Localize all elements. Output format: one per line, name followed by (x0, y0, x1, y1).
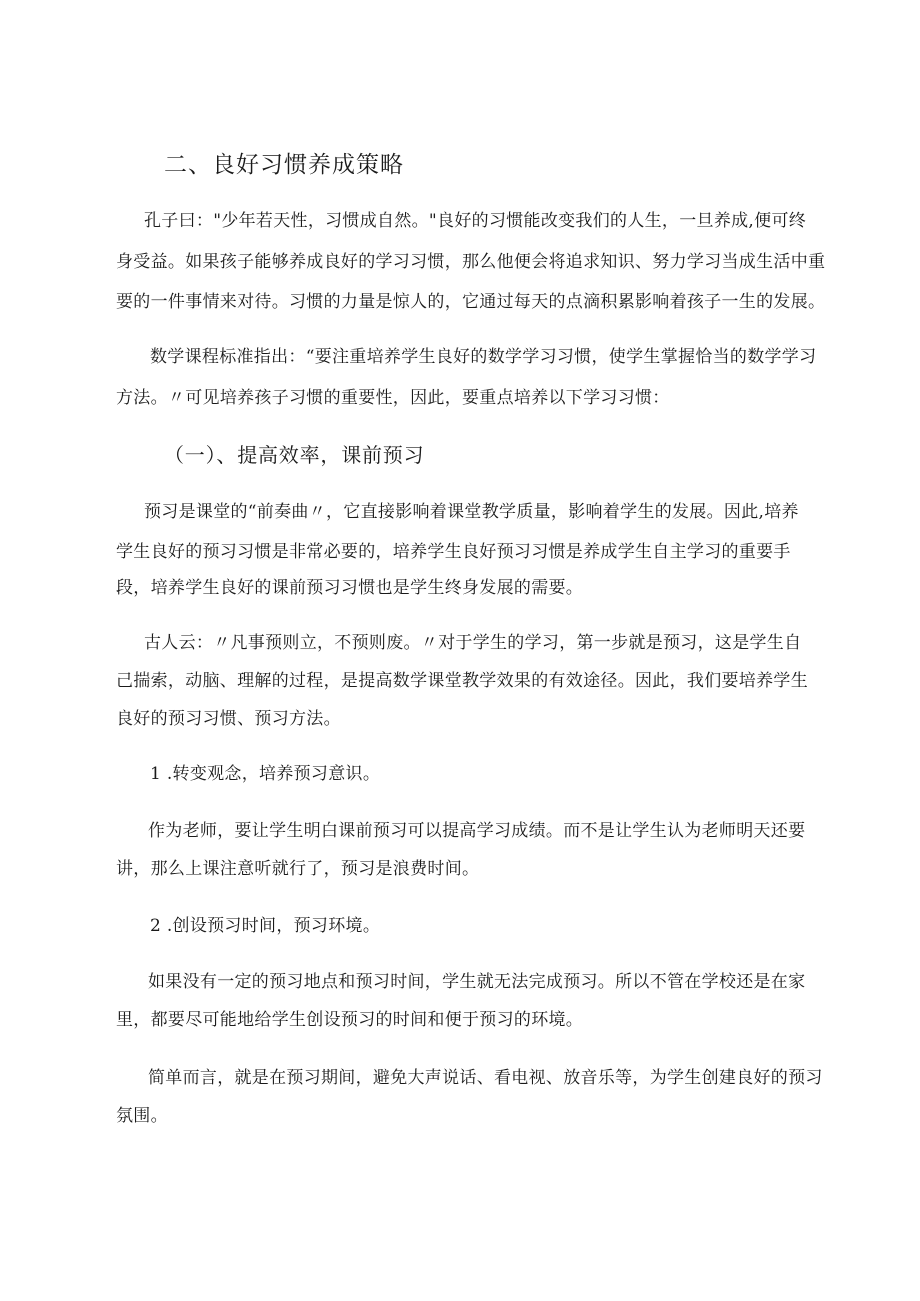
paragraph-line: 数学课程标准指出：“要注重培养学生良好的数学学习习惯，使学生掌握恰当的数学学习 (150, 347, 817, 367)
paragraph-line: 良好的预习习惯、预习方法。 (116, 709, 341, 729)
paragraph-line: 里，都要尽可能地给学生创设预习的时间和便于预习的环境。 (116, 1010, 584, 1030)
paragraph-line: 古人云：〃凡事预则立，不预则废。〃对于学生的学习，第一步就是预习，这是学生自 (144, 633, 802, 653)
paragraph-line: 段，培养学生良好的课前预习习惯也是学生终身发展的需要。 (116, 578, 584, 598)
paragraph-line: 方法。〃可见培养孩子习惯的重要性，因此，要重点培养以下学习习惯： (116, 388, 670, 408)
section-heading: 二、良好习惯养成策略 (164, 152, 404, 178)
paragraph-line: 氛围。 (116, 1106, 168, 1126)
subsection-heading: （一）、提高效率，课前预习 (164, 443, 425, 467)
paragraph-line: 孔子曰："少年若天性，习惯成自然。"良好的习惯能改变我们的人生，一旦养成,便可终 (144, 211, 807, 231)
list-item-1: 1 .转变观念，培养预习意识。 (150, 764, 381, 784)
list-item-2: 2 .创设预习时间，预习环境。 (150, 916, 381, 936)
paragraph-line: 如果没有一定的预习地点和预习时间，学生就无法完成预习。所以不管在学校还是在家 (148, 972, 806, 992)
paragraph-line: 身受益。如果孩子能够养成良好的学习习惯，那么他便会将追求知识、努力学习当成生活中重 (116, 252, 826, 272)
paragraph-line: 己揣索，动脑、理解的过程，是提高数学课堂教学效果的有效途径。因此，我们要培养学生 (116, 671, 808, 691)
paragraph-line: 讲，那么上课注意听就行了，预习是浪费时间。 (116, 859, 480, 879)
paragraph-line: 作为老师，要让学生明白课前预习可以提高学习成绩。而不是让学生认为老师明天还要 (148, 821, 806, 841)
paragraph-line: 预习是课堂的“前奏曲〃，它直接影响着课堂教学质量，影响着学生的发展。因此,培养 (144, 502, 799, 522)
paragraph-line: 要的一件事情来对待。习惯的力量是惊人的，它通过每天的点滴积累影响着孩子一生的发展。 (116, 292, 826, 312)
paragraph-line: 简单而言，就是在预习期间，避免大声说话、看电视、放音乐等，为学生创建良好的预习 (148, 1068, 823, 1088)
paragraph-line: 学生良好的预习习惯是非常必要的，培养学生良好预习习惯是养成学生自主学习的重要手 (116, 542, 791, 562)
